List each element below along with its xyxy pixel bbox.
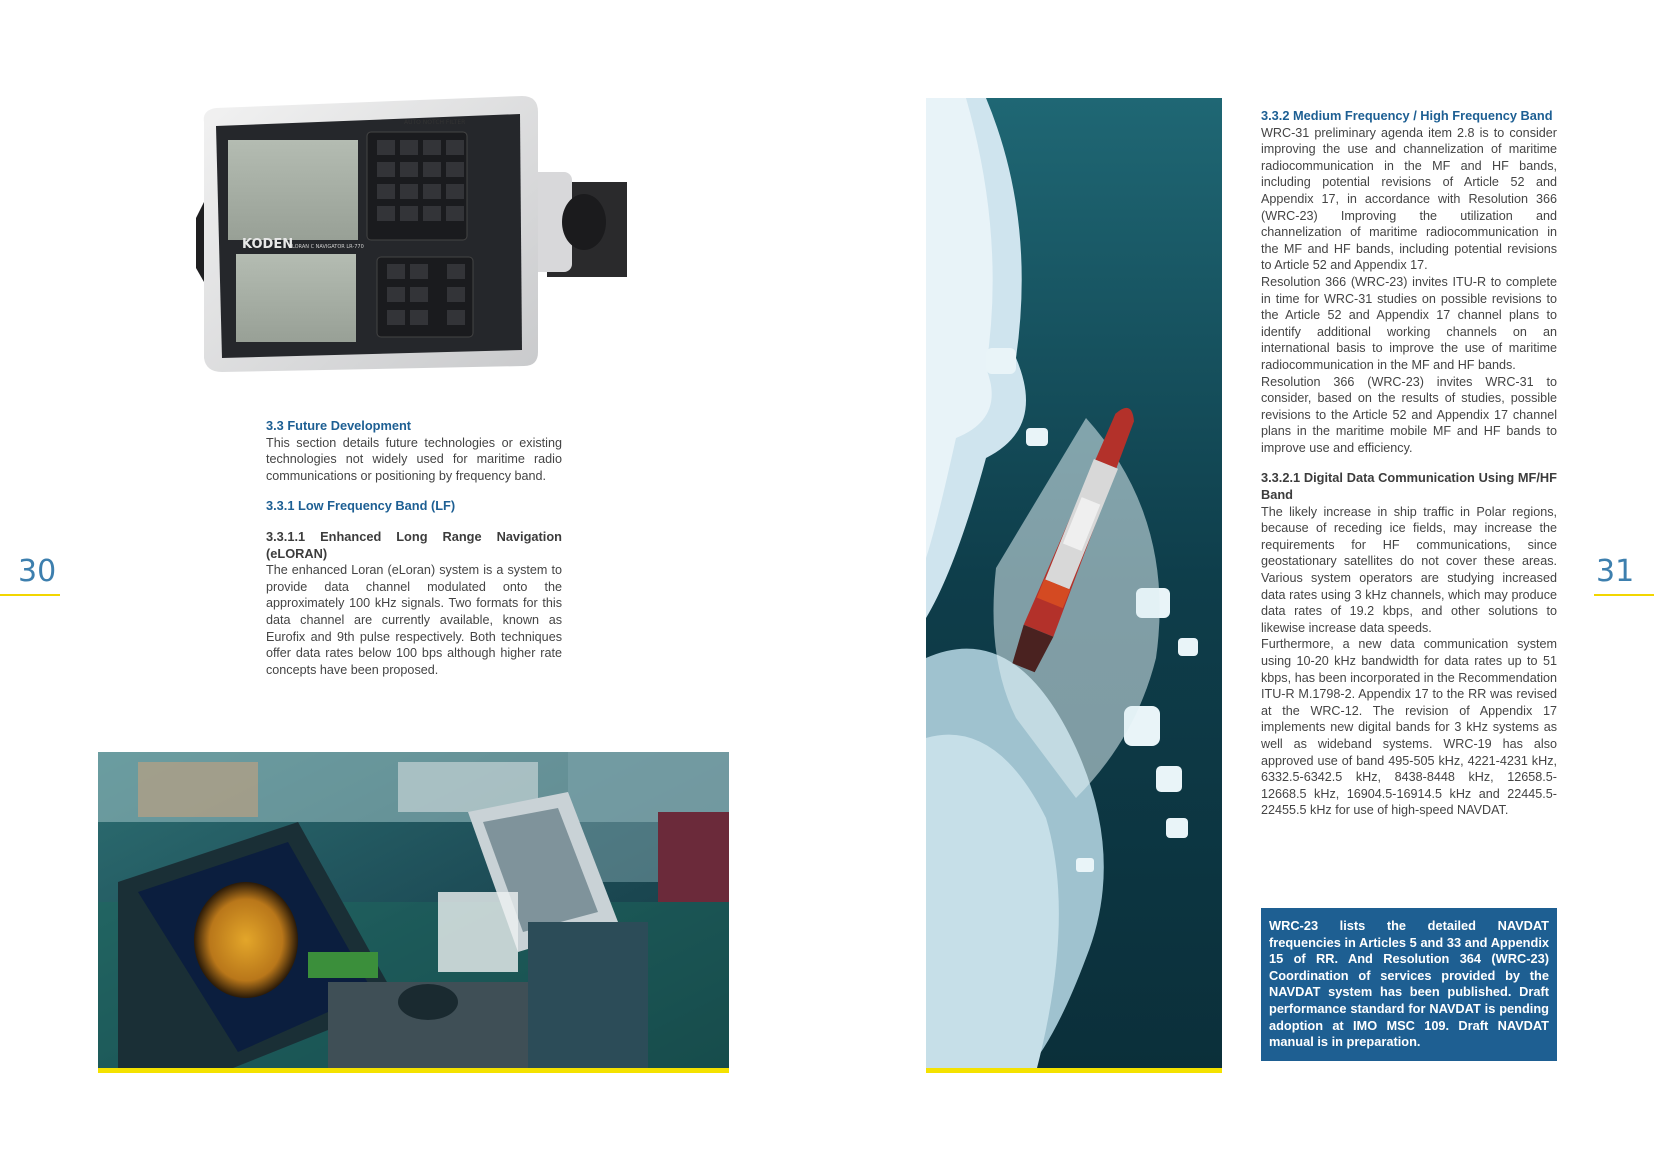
navdat-callout-box: WRC-23 lists the detailed NAVDAT frequencies in Articles 5 and 33 and Appendix 15 of RR. And Resolution 364 (WRC-23) Coordination of services provided by the NAVDAT system has been published. Draft performance standard for NAVDAT is pending adoption at IMO MSC 109. Draft NAVDAT manual is in preparation. <box>1261 908 1557 1061</box>
loran-navigator-image <box>192 82 637 382</box>
bridge-photo-accent-bar <box>98 1068 729 1073</box>
device-panel-label: AUTO NOTCH FILTER <box>404 119 466 126</box>
left-text-column <box>266 418 562 678</box>
paragraph-navdat-bands: Furthermore, a new data communication system using 10-20 kHz bandwidth for data rates up to 51 kbps, has been incorporated in the Recommendation ITU-R M.1798-2. Appendix 17 to the RR was revised at the WRC-12. The revision of Appendix 17 implements new digital bands for 3 kHz systems as well as wideband systems. WRC-19 has also approved use of band 495-505 kHz, 4221-4231 kHz, 6332.5-6342.5 kHz, 8438-8448 kHz, 12658.5-12668.5 kHz, 16904.5-16914.5 kHz and 22445.5-22455.5 kHz for use of high-speed NAVDAT. <box>1261 637 1557 818</box>
icebreaker-aerial-photo <box>926 98 1222 1072</box>
paragraph-res366-itu: Resolution 366 (WRC-23) invites ITU-R to complete in time for WRC-31 studies on possible revisions to the Article 52 and Appendix 17 channel plans to identify additional working channels on an international basis to improve the use of maritime radiocommunication in the MF and HF bands. <box>1261 274 1557 372</box>
paragraph-eloran: The enhanced Loran (eLoran) system is a system to provide data channel modulated onto the approximately 100 kHz signals. Two formats for this data channel are currently available, known as Eurofix and 9th pulse respectively. Both techniques offer data rates below 100 bps although higher rate concepts have been proposed. <box>266 563 562 677</box>
page-number-rule-right <box>1594 594 1654 596</box>
page-number-right: 31 <box>1596 554 1635 589</box>
heading-low-frequency: 3.3.1 Low Frequency Band (LF) <box>266 498 456 514</box>
right-text-column <box>1261 108 1557 819</box>
bridge-radar-photo <box>98 752 729 1070</box>
device-brand: KODEN <box>242 237 294 252</box>
heading-mf-hf-band: 3.3.2 Medium Frequency / High Frequency Band <box>1261 108 1553 123</box>
paragraph-future-development: This section details future technologies or existing technologies not widely used for maritime radio communications or positioning by frequency band. <box>266 435 562 483</box>
page-number-left: 30 <box>18 554 57 589</box>
paragraph-res366-wrc: Resolution 366 (WRC-23) invites WRC-31 to consider, based on the results of studies, possible revisions to the Article 52 and Appendix 17 channel plans in the maritime mobile MF and HF bands to improve use and efficiency. <box>1261 374 1557 455</box>
page-number-rule-left <box>0 594 60 596</box>
icebreaker-photo-accent-bar <box>926 1068 1222 1073</box>
device-model: LORAN C NAVIGATOR LR-770 <box>292 244 364 250</box>
heading-future-development: 3.3 Future Development <box>266 418 412 433</box>
heading-eloran: 3.3.1.1 Enhanced Long Range Navigation (eLORAN) <box>266 528 562 561</box>
paragraph-wrc31-agenda: WRC-31 preliminary agenda item 2.8 is to consider improving the use and channelization of maritime radiocommunication in the MF and HF bands, including potential revisions of Article 52 and Appendix 17, in accordance with Resolution 366 (WRC-23) Improving the utilization and channelization of maritime radiocommunication in the MF and HF bands, including potential revisions to Article 52 and Appendix 17. <box>1261 125 1557 273</box>
paragraph-polar-traffic: The likely increase in ship traffic in Polar regions, because of receding ice fields, may increase the requirements for HF communications, since geostationary satellites do not cover these areas. Various system operators are studying increased data rates using 3 kHz channels, which may produce data rates of 19.2 kbps, and other solutions to likewise increase data speeds. <box>1261 504 1557 635</box>
heading-digital-data-communication: 3.3.2.1 Digital Data Communication Using MF/HF Band <box>1261 470 1557 503</box>
